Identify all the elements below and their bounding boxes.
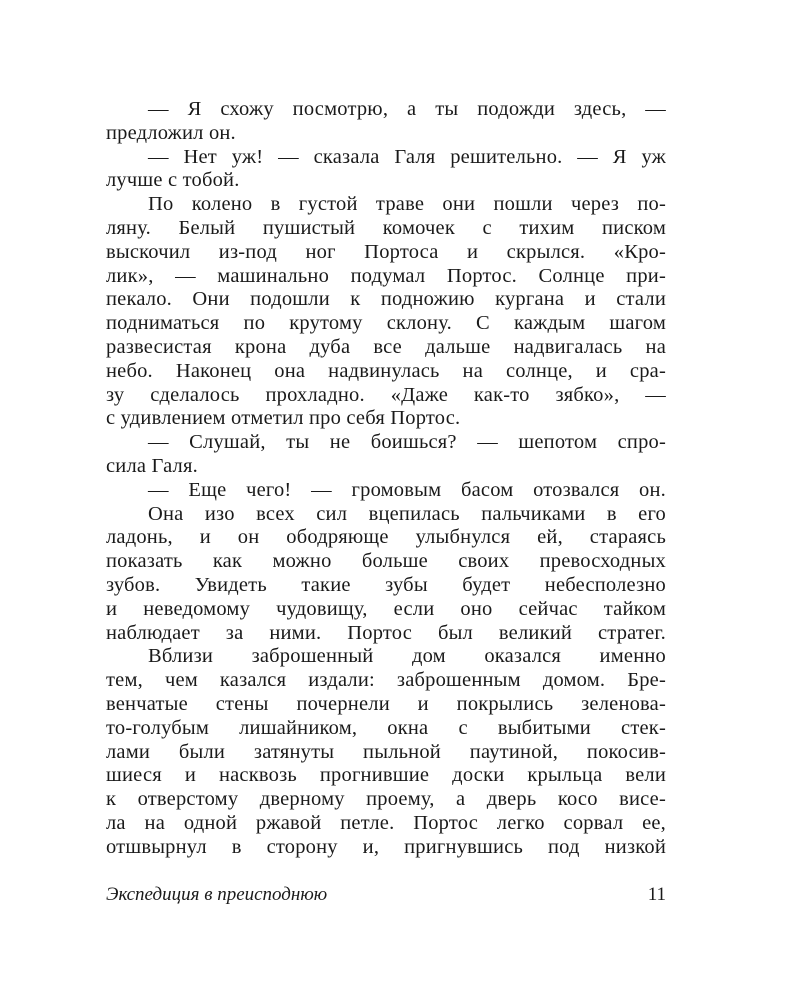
text-line: Вблизи заброшенный дом оказался именно [148, 645, 666, 668]
text-line: развесистая крона дуба все дальше надвигалась на [106, 335, 666, 358]
text-line: лик», — машинально подумал Портос. Солнце при- [106, 264, 666, 287]
text-line: сила Галя. [106, 454, 198, 477]
page-footer [106, 884, 666, 910]
text-line: выскочил из-под ног Портоса и скрылся. «Кро- [106, 240, 666, 263]
text-line: предложил он. [106, 121, 236, 144]
text-line: тем, чем казался издали: заброшенным домом. Бре- [106, 669, 666, 692]
text-line: — Слушай, ты не боишься? — шепотом спро- [148, 431, 666, 454]
text-line: к отверстому дверному проему, а дверь косо висе- [106, 788, 666, 811]
text-line: шиеся и насквозь прогнившие доски крыльца вели [106, 764, 666, 787]
text-line: ла на одной ржавой петле. Портос легко сорвал ее, [106, 811, 666, 834]
text-line: Она изо всех сил вцепилась пальчиками в его [148, 502, 666, 525]
text-line: зубов. Увидеть такие зубы будет небесполезно [106, 573, 666, 596]
text-line: По колено в густой траве они пошли через по- [148, 193, 666, 216]
text-line: лучше с тобой. [106, 169, 240, 192]
text-line: — Нет уж! — сказала Галя решительно. — Я уж [148, 145, 666, 168]
text-line: показать как можно больше своих превосходных [106, 550, 666, 573]
page-number: 11 [647, 884, 666, 905]
text-line: с удивлением отметил про себя Портос. [106, 407, 461, 430]
text-line: лами были затянуты пыльной паутиной, покосив- [106, 740, 666, 763]
text-line: и неведомому чудовищу, если оно сейчас тайком [106, 597, 666, 620]
text-line: подниматься по крутому склону. С каждым шагом [106, 312, 666, 335]
text-line: небо. Наконец она надвинулась на солнце, и сра- [106, 359, 666, 382]
running-title: Экспедиция в преисподнюю [106, 884, 328, 905]
text-line: наблюдает за ними. Портос был великий стратег. [106, 621, 666, 644]
text-line: то-голубым лишайником, окна с выбитыми стек- [106, 716, 666, 739]
text-line: — Еще чего! — громовым басом отозвался он. [148, 478, 666, 501]
text-line: — Я схожу посмотрю, а ты подожди здесь, — [148, 98, 666, 120]
text-line: пекало. Они подошли к подножию кургана и стали [106, 288, 666, 311]
text-line: ляну. Белый пушистый комочек с тихим писком [106, 216, 666, 239]
text-line: ладонь, и он ободряюще улыбнулся ей, стараясь [106, 526, 666, 549]
text-line: отшвырнул в сторону и, пригнувшись под низкой [106, 835, 666, 858]
text-line: зу сделалось прохладно. «Даже как-то зябко», — [106, 383, 666, 406]
body-text [106, 98, 666, 860]
text-line: венчатые стены почернели и покрылись зеленова- [106, 692, 666, 715]
